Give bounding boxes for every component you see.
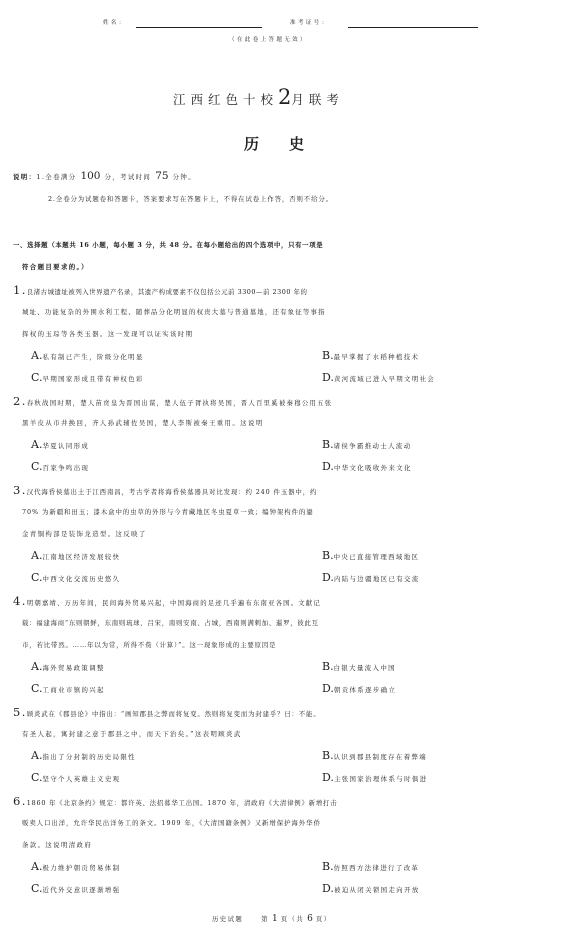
- question-3-option-a[interactable]: A.江南地区经济发展较快: [31, 549, 121, 562]
- question-3-option-b[interactable]: B.中央已直接管理西域地区: [322, 549, 420, 562]
- question-2-number: 2.: [13, 394, 27, 408]
- subject-title: 历史: [244, 135, 335, 153]
- footer-page-suffix: 页）: [315, 915, 332, 923]
- question-4-option-a[interactable]: A.海外贸易政策调整: [31, 660, 105, 673]
- footer-subject: 历史试题: [212, 915, 244, 923]
- answer-note: （在此卷上答题无效）: [229, 37, 308, 43]
- question-5-number: 5.: [13, 705, 27, 719]
- question-5-option-b[interactable]: B.认识到郡县制度存在着弊端: [322, 749, 428, 762]
- question-3-line-3: 金青铜构部是装饰龙造型。这反映了: [22, 530, 147, 538]
- full-score: 100: [80, 170, 101, 182]
- question-4-line-1: 4.明朝嘉靖、万历年间，民间海外贸易兴起，中国海商的足迹几乎遍布东南亚各国。文献记: [13, 594, 321, 608]
- question-2-option-c[interactable]: C.百家争鸣出现: [31, 460, 90, 473]
- question-6-line-2: 贩卖人口出洋，允许华民出洋务工的条文。1909 年，《大清国籍条例》又新增保护海外华侨: [22, 819, 321, 827]
- question-4-number: 4.: [13, 594, 27, 608]
- question-6-option-c[interactable]: C.近代外交意识逐渐增强: [31, 882, 121, 895]
- question-2-option-d[interactable]: D.中华文化吸收外来文化: [322, 460, 412, 473]
- question-3-line-2: 70% 为新疆和田玉；漆木盒中的虫草的外形与今青藏地区冬虫夏草一致；编钟架构件的鎏: [22, 508, 314, 516]
- question-6-number: 6.: [13, 794, 27, 808]
- footer-page-total: 6: [307, 914, 313, 924]
- question-1-option-b[interactable]: B.最早掌握了水稻种植技术: [322, 349, 420, 362]
- question-2-option-a[interactable]: A.华夏认同形成: [31, 438, 90, 451]
- title-prefix: 江西红色十校: [173, 92, 279, 107]
- name-label: 姓名：: [103, 20, 127, 26]
- question-1-line-2: 城址、功能复杂的外围水利工程、随葬品分化明显的权贵大墓与普通墓地，还有象征等事指: [22, 308, 326, 316]
- instructions-line-2: 2.全卷分为试题卷和答题卡，答案要求写在答题卡上，不得在试卷上作答，否则不给分。: [48, 195, 333, 203]
- question-5-line-1: 5.顾炎武在《郡县论》中指出：“画知郡县之弊而将复变。然则将复变而为封建乎？曰：不能。: [13, 705, 321, 719]
- question-4-line-2: 载：福建海商“东则朝鲜，东南则琉球、吕宋，南则安南、占城，西南则满剌加、暹罗，彼此互: [22, 619, 319, 627]
- question-3-number: 3.: [13, 483, 27, 497]
- question-5-option-a[interactable]: A.指出了分封制的历史局限性: [31, 749, 136, 762]
- title-month: 2: [278, 85, 292, 109]
- exam-time: 75: [155, 170, 169, 182]
- question-1-line-1: 1.良渚古城遗址被列入世界遗产名录，其遗产构成要素不仅包括公元前 3300—前 2300 年的: [13, 283, 308, 297]
- question-6-option-b[interactable]: B.仿照西方法律进行了改革: [322, 860, 420, 873]
- question-3-option-d[interactable]: D.内陆与边疆地区已有交流: [322, 571, 420, 584]
- question-4-option-b[interactable]: B.白银大量流入中国: [322, 660, 396, 673]
- question-2-line-1: 2.春秋战国时期，楚人苗贲皇为晋国出谋，楚人伍子胥执将吴国，晋人百里奚被秦穆公用五张: [13, 394, 333, 408]
- question-4-option-c[interactable]: C.工商业市镇的兴起: [31, 682, 105, 695]
- section-heading-line-2: 符合题目要求的。）: [22, 263, 89, 271]
- question-6-line-3: 条款。这说明清政府: [22, 841, 93, 849]
- page-footer: [212, 914, 331, 924]
- title-suffix: 月联考: [291, 92, 344, 107]
- instructions-line-1: [13, 170, 196, 182]
- question-5-option-d[interactable]: D.主张国家治理体系与时俱进: [322, 771, 428, 784]
- exam-id-label: 准考证号：: [290, 20, 330, 26]
- instructions-1a: 1.全卷满分: [36, 173, 77, 181]
- section-heading-line-1: 一、选择题（本题共 16 小题，每小题 3 分，共 48 分。在每小题给出的四个选项中，只有一项是: [13, 241, 324, 249]
- instructions-label: 说明：: [13, 173, 37, 181]
- question-5-line-2: 有圣人起，寓封建之意于郡县之中，而天下治矣。”这表明顾炎武: [22, 730, 242, 738]
- question-6-option-d[interactable]: D.被迫从闭关锁国走向开放: [322, 882, 420, 895]
- exam-title: [173, 85, 344, 109]
- instructions-1b: 分，考试时间: [104, 173, 152, 181]
- exam-id-underline: [348, 27, 478, 28]
- question-6-option-a[interactable]: A.极力维护朝贡贸易体制: [31, 860, 121, 873]
- question-1-option-d[interactable]: D.黄河流域已进入早期文明社会: [322, 371, 436, 384]
- question-1-number: 1.: [13, 283, 27, 297]
- footer-page-number: 1: [271, 914, 278, 924]
- question-4-option-d[interactable]: D.朝贡体系逐步确立: [322, 682, 397, 695]
- name-underline: [136, 27, 262, 28]
- question-2-option-b[interactable]: B.诸侯争霸推动士人流动: [322, 438, 412, 451]
- footer-page-prefix: 第: [261, 915, 269, 923]
- question-5-option-c[interactable]: C.坚守个人英雄主义史观: [31, 771, 121, 784]
- question-3-line-1: 3.汉代海昏侯墓出土于江西南昌，考古学者将海昏侯墓器具对比发现：约 240 件玉器中，约: [13, 483, 318, 497]
- instructions-1c: 分钟。: [172, 173, 196, 181]
- question-6-line-1: 6.1860 年《北京条约》规定：都许英、法招募华工出国。1870 年，清政府《大清律例》新增打击: [13, 794, 338, 808]
- footer-page-mid: 页（共: [280, 915, 305, 923]
- question-1-line-3: 挥权的玉琮等各类玉器。这一发现可以证实该时期: [22, 330, 194, 338]
- question-4-line-3: 市，若比带然。……年以为常，所得不赀（计算）”。这一现象形成的主要原因是: [22, 641, 277, 649]
- question-1-option-c[interactable]: C.早期国家形成且带有神权色彩: [31, 371, 144, 384]
- question-2-line-2: 黑羊皮从市井换回，齐人孙武辅佐吴国，楚人李斯被秦王重用。这说明: [22, 419, 264, 427]
- question-3-option-c[interactable]: C.中西文化交流历史悠久: [31, 571, 121, 584]
- question-1-option-a[interactable]: A.私有制已产生，阶级分化明显: [31, 349, 144, 362]
